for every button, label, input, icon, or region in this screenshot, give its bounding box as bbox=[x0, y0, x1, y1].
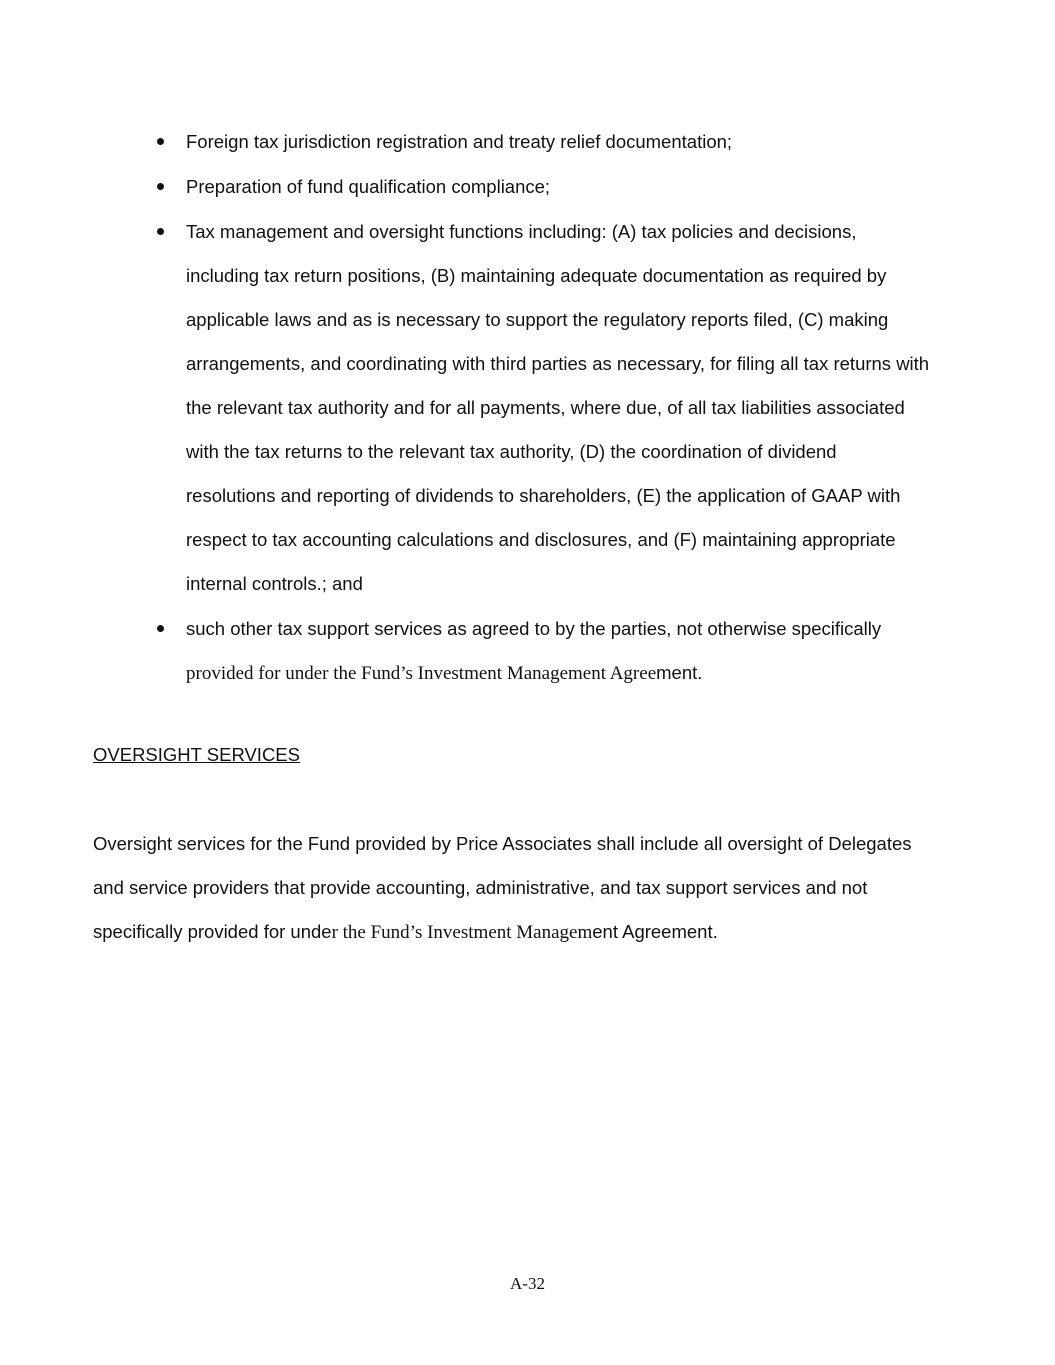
list-item-text-end: ment. bbox=[656, 662, 703, 683]
list-item bbox=[150, 210, 930, 606]
tax-services-list bbox=[150, 120, 930, 697]
section-paragraph bbox=[93, 822, 943, 955]
paragraph-text: Oversight services for the Fund provided by Price Associates shall include all oversight of Delegates and service providers that provide accounting, administrative, and tax support services and not specifically provided for unde bbox=[93, 833, 912, 942]
list-item bbox=[150, 607, 930, 696]
bullet-icon bbox=[157, 625, 164, 632]
page-number: A-32 bbox=[510, 1274, 545, 1293]
bullet-icon bbox=[157, 183, 164, 190]
paragraph-text-end: ent Agreement. bbox=[592, 921, 718, 942]
section-heading: OVERSIGHT SERVICES bbox=[93, 744, 300, 765]
bullet-icon bbox=[157, 228, 164, 235]
list-item-text: Preparation of fund qualification compliance; bbox=[186, 176, 551, 197]
list-item-text: such other tax support services as agreed to by the parties, not otherwise specifically bbox=[186, 618, 882, 639]
list-item bbox=[150, 120, 930, 164]
list-item-text: Foreign tax jurisdiction registration and treaty relief documentation; bbox=[186, 131, 733, 152]
paragraph-text-serif: r the Fund’s Investment Managem bbox=[331, 922, 593, 943]
list-item bbox=[150, 165, 930, 209]
list-item-text-serif: provided for under the Fund’s Investment Management Agree bbox=[186, 663, 657, 684]
list-item-text: Tax management and oversight functions including: (A) tax policies and decisions, including tax return positions, (B) maintaining adequate documentation as required by applicable laws and as is necessary to support the regulatory reports filed, (C) making arrangements, and coordinating with third parties as necessary, for filing all tax returns with the relevant tax authority and for all payments, where due, of all tax liabilities associated with the tax returns to the relevant tax authority, (D) the coordination of dividend resolutions and reporting of dividends to shareholders, (E) the application of GAAP with respect to tax accounting calculations and disclosures, and (F) maintaining appropriate internal controls.; and bbox=[186, 221, 930, 594]
bullet-icon bbox=[157, 138, 164, 145]
